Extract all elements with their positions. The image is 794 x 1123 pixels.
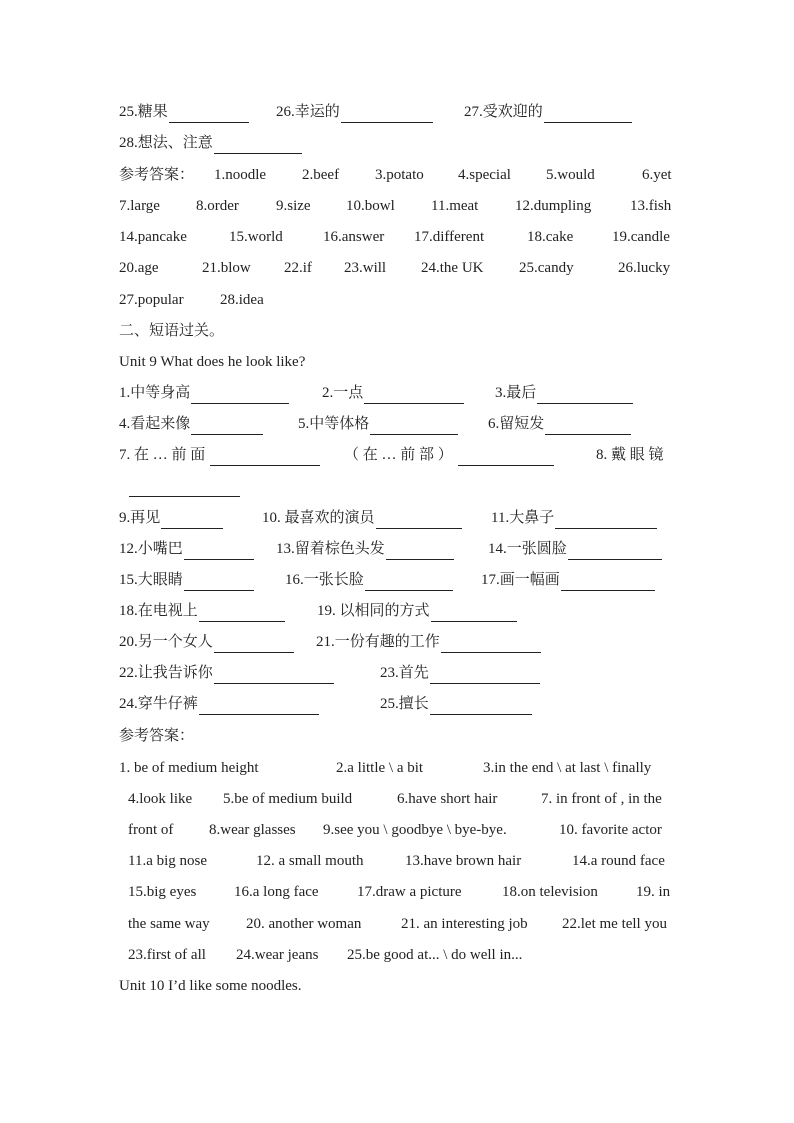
phrase-row <box>0 507 794 529</box>
answer-item: 5.be of medium build <box>223 791 353 807</box>
answer-row <box>0 257 794 279</box>
answer-item: 14.pancake <box>119 229 187 245</box>
answer-row <box>0 850 794 872</box>
answer-item: 13.fish <box>630 198 672 214</box>
vocab-item: 26.幸运的 <box>276 101 433 123</box>
answer-row <box>0 788 794 810</box>
vocab-row <box>0 101 794 123</box>
phrase-item: 9.再见 <box>119 507 223 529</box>
phrase-item: 21.一份有趣的工作 <box>316 631 541 653</box>
phrase-item: 1.中等身高 <box>119 382 289 404</box>
answer-blank <box>214 666 334 684</box>
answer-blank <box>199 697 319 715</box>
answer-item: 8.wear glasses <box>209 822 296 838</box>
answer-blank <box>129 479 240 497</box>
answer-item: 20. another woman <box>246 916 362 932</box>
answer-item: 7.large <box>119 198 160 214</box>
answer-item: 16.answer <box>323 229 385 245</box>
answer-blank <box>386 542 454 560</box>
phrase-item: 11.大鼻子 <box>491 507 657 529</box>
unit-title-row <box>0 975 794 997</box>
answer-blank <box>191 417 263 435</box>
phrase-item: 12.小嘴巴 <box>119 538 254 560</box>
phrase-item: 16.一张长脸 <box>285 569 453 591</box>
vocab-item: 25.糖果 <box>119 101 249 123</box>
phrase-item: 8. 戴 眼 镜 <box>596 447 664 463</box>
phrase-row <box>0 662 794 684</box>
answer-label: 参考答案： <box>119 167 195 183</box>
phrase-item: 17.画一幅画 <box>481 569 655 591</box>
phrase-item: 10. 最喜欢的演员 <box>262 507 462 529</box>
answer-blank <box>544 105 632 123</box>
answer-item: 14.a round face <box>572 853 665 869</box>
answer-item: 15.world <box>229 229 283 245</box>
phrase-row <box>0 600 794 622</box>
answer-row <box>0 164 794 186</box>
answer-row <box>0 881 794 903</box>
answer-blank <box>370 417 458 435</box>
answer-item: 23.first of all <box>128 947 206 963</box>
answer-item: 4.look like <box>128 791 193 807</box>
answer-item: 23.will <box>344 260 387 276</box>
answer-item: 27.popular <box>119 292 184 308</box>
answer-item: 17.draw a picture <box>357 884 462 900</box>
phrase-item: 6.留短发 <box>488 413 631 435</box>
answer-item: 13.have brown hair <box>405 853 522 869</box>
answer-blank <box>184 542 254 560</box>
answer-row <box>0 195 794 217</box>
answer-item: 6.have short hair <box>397 791 498 807</box>
answer-blank <box>537 386 633 404</box>
phrase-item: 4.看起来像 <box>119 413 263 435</box>
answer-item: 16.a long face <box>234 884 319 900</box>
phrase-item: 7. 在 … 前 面 <box>119 444 320 466</box>
answer-item: 9.see you \ goodbye \ bye-bye. <box>323 822 507 838</box>
answer-blank <box>341 105 433 123</box>
answer-item: 17.different <box>414 229 485 245</box>
answer-item: 7. in front of , in the <box>541 791 662 807</box>
answer-item: 3.potato <box>375 167 424 183</box>
answer-item: 8.order <box>196 198 239 214</box>
answer-label: 参考答案： <box>119 728 195 744</box>
answer-blank <box>191 386 289 404</box>
answer-item: 21. an interesting job <box>401 916 528 932</box>
phrase-item: 24.穿牛仔裤 <box>119 693 319 715</box>
answer-item: 10.bowl <box>346 198 395 214</box>
answer-item: 18.cake <box>527 229 574 245</box>
answer-blank <box>184 573 254 591</box>
phrase-blank-wrap <box>128 475 240 497</box>
answer-item: 6.yet <box>642 167 672 183</box>
unit-title-row <box>0 351 794 373</box>
phrase-item: 19. 以相同的方式 <box>317 600 517 622</box>
answer-blank <box>441 635 541 653</box>
answer-row <box>0 757 794 779</box>
answer-row <box>0 289 794 311</box>
section-title: 二、短语过关。 <box>119 323 225 339</box>
phrase-item: 13.留着棕色头发 <box>276 538 454 560</box>
answer-item: front of <box>128 822 174 838</box>
answer-item: 26.lucky <box>618 260 671 276</box>
answer-item: 28.idea <box>220 292 264 308</box>
answer-item: 18.on television <box>502 884 598 900</box>
answer-blank <box>210 448 320 466</box>
answer-blank <box>430 697 532 715</box>
answer-item: 12.dumpling <box>515 198 592 214</box>
answer-row <box>0 226 794 248</box>
answer-item: 10. favorite actor <box>559 822 662 838</box>
answer-item: 25.candy <box>519 260 574 276</box>
phrase-item: 23.首先 <box>380 662 540 684</box>
answer-blank <box>555 511 657 529</box>
answer-item: 22.if <box>284 260 312 276</box>
phrase-item: 25.擅长 <box>380 693 532 715</box>
unit-title: Unit 9 What does he look like? <box>119 354 306 370</box>
vocab-item: 27.受欢迎的 <box>464 101 632 123</box>
answer-blank <box>430 666 540 684</box>
answer-item: 21.blow <box>202 260 251 276</box>
answer-item: 24.the UK <box>421 260 484 276</box>
answer-item: 1. be of medium height <box>119 760 259 776</box>
answer-item: 3.in the end \ at last \ finally <box>483 760 652 776</box>
vocab-item: 28.想法、注意 <box>119 132 302 154</box>
answer-blank <box>545 417 631 435</box>
answer-item: the same way <box>128 916 210 932</box>
answer-item: 25.be good at... \ do well in... <box>347 947 523 963</box>
answer-item: 12. a small mouth <box>256 853 364 869</box>
phrase-item: （ 在 … 前 部 ） <box>344 444 554 466</box>
answer-row <box>0 913 794 935</box>
answer-blank <box>431 604 517 622</box>
unit-title: Unit 10 I’d like some noodles. <box>119 978 302 994</box>
answer-blank <box>169 105 249 123</box>
answer-blank <box>376 511 462 529</box>
answer-item: 11.a big nose <box>128 853 208 869</box>
phrase-item: 14.一张圆脸 <box>488 538 662 560</box>
answer-item: 5.would <box>546 167 595 183</box>
phrase-row <box>0 382 794 404</box>
answer-item: 20.age <box>119 260 159 276</box>
phrase-row <box>0 693 794 715</box>
phrase-item: 5.中等体格 <box>298 413 458 435</box>
answer-blank <box>214 136 302 154</box>
answer-item: 4.special <box>458 167 511 183</box>
phrase-row <box>0 475 794 497</box>
answer-item: 15.big eyes <box>128 884 197 900</box>
answer-item: 24.wear jeans <box>236 947 319 963</box>
vocab-row <box>0 132 794 154</box>
phrase-row <box>0 413 794 435</box>
answer-blank <box>561 573 655 591</box>
section-heading <box>0 320 794 342</box>
phrase-item: 18.在电视上 <box>119 600 285 622</box>
answer-row <box>0 819 794 841</box>
phrase-item: 22.让我告诉你 <box>119 662 334 684</box>
answer-item: 2.a little \ a bit <box>336 760 424 776</box>
phrase-item: 20.另一个女人 <box>119 631 294 653</box>
phrase-item: 15.大眼睛 <box>119 569 254 591</box>
phrase-item: 2.一点 <box>322 382 464 404</box>
answer-item: 22.let me tell you <box>562 916 667 932</box>
answer-blank <box>568 542 662 560</box>
answer-item: 11.meat <box>431 198 479 214</box>
answer-row <box>0 944 794 966</box>
phrase-row <box>0 631 794 653</box>
answer-blank <box>364 386 464 404</box>
answer-blank <box>161 511 223 529</box>
answer-item: 9.size <box>276 198 311 214</box>
answer-item: 19.candle <box>612 229 670 245</box>
answer-item: 1.noodle <box>214 167 267 183</box>
phrase-row <box>0 569 794 591</box>
answer-label-row <box>0 725 794 747</box>
answer-blank <box>199 604 285 622</box>
phrase-row <box>0 538 794 560</box>
answer-blank <box>458 448 554 466</box>
phrase-row <box>0 444 794 466</box>
answer-blank <box>365 573 453 591</box>
answer-item: 2.beef <box>302 167 340 183</box>
answer-blank <box>214 635 294 653</box>
answer-item: 19. in <box>636 884 671 900</box>
phrase-item: 3.最后 <box>495 382 633 404</box>
